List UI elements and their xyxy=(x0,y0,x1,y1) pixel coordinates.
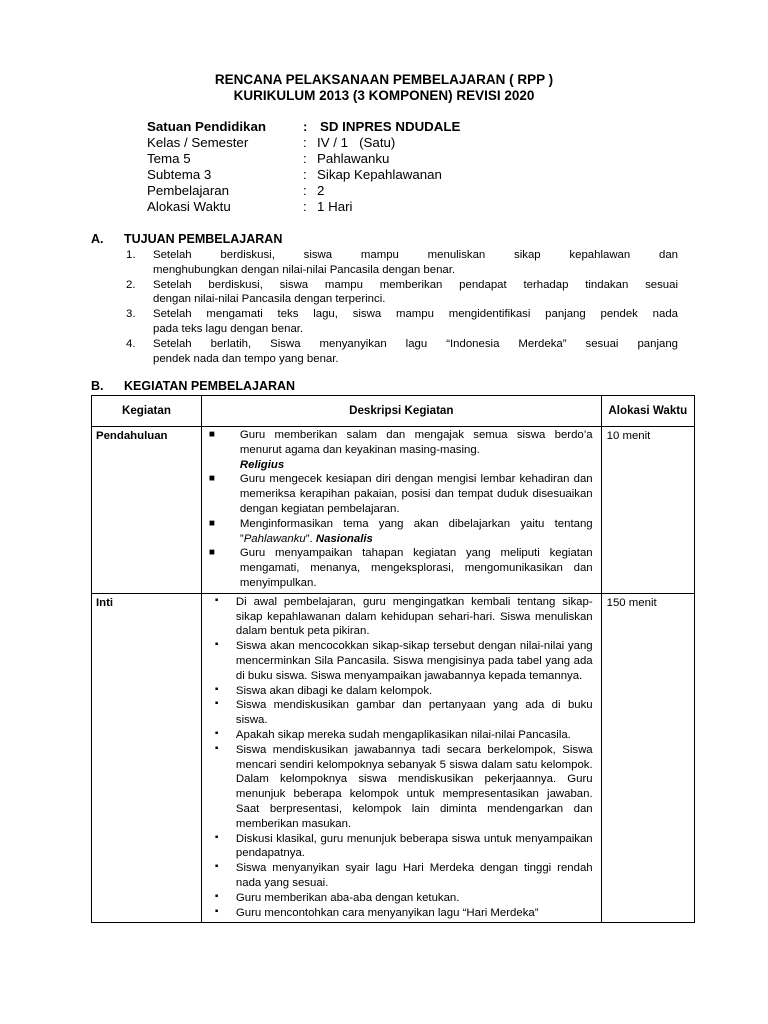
objective-text-rest: dengan nilai-nilai Pancasila dengan terperinci. xyxy=(153,293,386,306)
section-title: KEGIATAN PEMBELAJARAN xyxy=(124,379,296,393)
square-bullet-icon: ■ xyxy=(208,473,215,485)
document-title xyxy=(0,72,768,104)
list-item: ■ Menginformasikan tema yang akan dibelajarkan yaitu tentang ”Pahlawanku”. Nasionalis xyxy=(208,517,593,545)
list-item: ▪ Siswa akan dibagi ke dalam kelompok. xyxy=(214,683,433,697)
list-item: ▪ Diskusi klasikal, guru menunjuk beberapa siswa untuk menyampaikan pendapatnya. xyxy=(214,831,593,860)
objective-number: 2. xyxy=(126,278,136,291)
identity-row xyxy=(147,151,460,167)
small-square-bullet-icon: ▪ xyxy=(214,683,219,695)
list-item: ■ Guru menyampaikan tahapan kegiatan yang meliputi kegiatan mengamati, menanya, mengeksplorasi, mengomunikasikan dan menyimpulkan. xyxy=(208,547,593,589)
objective-text-line: Setelah berdiskusi, siswa mampu memberikan pendapat terhadap tindakan sesuai xyxy=(153,278,678,291)
character-tag: Religius xyxy=(239,458,285,471)
identity-block xyxy=(147,119,460,215)
objective-number: 1. xyxy=(126,249,136,261)
objective-text-line: Setelah mengamati teks lagu, siswa mampu mengidentifikasi panjang pendek nada xyxy=(153,308,678,321)
table-row-pendahuluan xyxy=(92,427,695,594)
objective-item xyxy=(126,278,678,308)
small-square-bullet-icon: ▪ xyxy=(214,727,219,739)
small-square-bullet-icon: ▪ xyxy=(214,594,219,606)
identity-value: SD INPRES NDUDALE xyxy=(320,119,461,134)
identity-value: 1 Hari xyxy=(317,199,353,214)
objective-text-rest: menghubungkan dengan nilai-nilai Pancasila dengan benar. xyxy=(153,263,456,276)
identity-value: IV / 1 (Satu) xyxy=(317,135,396,150)
list-item: ▪ Di awal pembelajaran, guru mengingatkan kembali tentang sikap-sikap kepahlawanan dalam kehidupan sehari-hari. Siswa menuliskan dalam bentuk peta pikiran. xyxy=(214,594,593,638)
list-item: ■ Guru mengecek kesiapan diri dengan mengisi lembar kehadiran dan memeriksa kerapihan pakaian, posisi dan tempat duduk disesuaikan dengan kegiatan pembelajaran. xyxy=(208,473,593,515)
table-row-inti xyxy=(92,593,695,923)
objective-text-line: Setelah berlatih, Siswa menyanyikan lagu “Indonesia Merdeka” sesuai panjang xyxy=(153,337,678,350)
small-square-bullet-icon: ▪ xyxy=(214,698,219,710)
section-letter: B. xyxy=(91,379,104,393)
phase-description xyxy=(201,427,601,594)
identity-colon: : xyxy=(303,199,307,214)
title-line-1: RENCANA PELAKSANAAN PEMBELAJARAN ( RPP ) xyxy=(214,72,554,87)
identity-label: Subtema 3 xyxy=(147,167,212,182)
identity-row xyxy=(147,199,460,215)
small-square-bullet-icon: ▪ xyxy=(214,905,219,917)
identity-colon: : xyxy=(303,167,307,182)
header-alokasi: Alokasi Waktu xyxy=(601,396,694,427)
section-letter: A. xyxy=(91,232,104,246)
list-item: ▪ Siswa mendiskusikan jawabannya tadi secara berkelompok, Siswa mencari sendiri kelompoknya sebanyak 5 siswa dalam satu kelompok. Dalam kelompoknya siswa mendiskusikan pekerjaannya. Guru menunjuk beberapa kelompok untuk mempresentasikan jawaban. Saat berpresentasi, kelompok lain diminta mendengarkan dan memberikan masukan. xyxy=(214,742,593,830)
small-square-bullet-icon: ▪ xyxy=(214,831,219,843)
identity-row xyxy=(147,135,460,151)
phase-description xyxy=(201,593,601,923)
header-deskripsi: Deskripsi Kegiatan xyxy=(201,396,601,427)
list-item: ▪ Guru mencontohkan cara menyanyikan lagu “Hari Merdeka” xyxy=(214,905,539,919)
phase-time: 150 menit xyxy=(601,593,694,923)
list-item: ▪ Siswa mendiskusikan gambar dan pertanyaan yang ada di buku siswa. xyxy=(214,698,593,727)
list-item: ▪ Siswa akan mencocokkan sikap-sikap tersebut dengan nilai-nilai yang mencerminkan Sila Pancasila. Siswa mengisinya pada tabel yang ada di buku siswa. Siswa menyampaikan jawabannya kepada temannya. xyxy=(214,639,593,682)
identity-label: Pembelajaran xyxy=(147,183,230,198)
list-item: ▪ Guru memberikan aba-aba dengan ketukan. xyxy=(214,890,460,904)
objective-item xyxy=(126,307,678,337)
identity-row xyxy=(147,119,460,135)
identity-value: Sikap Kepahlawanan xyxy=(317,167,442,182)
section-title: TUJUAN PEMBELAJARAN xyxy=(124,232,283,246)
learning-activities-table xyxy=(91,395,695,923)
objective-number: 4. xyxy=(126,337,136,350)
objective-number: 3. xyxy=(126,308,136,321)
small-square-bullet-icon: ▪ xyxy=(214,890,219,902)
objective-item xyxy=(126,337,678,367)
objective-text-rest: pendek nada dan tempo yang benar. xyxy=(153,352,339,365)
title-line-2: KURIKULUM 2013 (3 KOMPONEN) REVISI 2020 xyxy=(233,88,535,103)
identity-row xyxy=(147,167,460,183)
phase-time: 10 menit xyxy=(601,427,694,594)
objective-text-rest: pada teks lagu dengan benar. xyxy=(153,322,304,335)
identity-label: Satuan Pendidikan xyxy=(147,119,266,134)
phase-name: Pendahuluan xyxy=(92,427,202,594)
square-bullet-icon: ■ xyxy=(208,517,215,529)
identity-colon: : xyxy=(303,135,307,150)
identity-value: 2 xyxy=(317,183,325,198)
table-header-row xyxy=(92,396,695,427)
learning-objectives-list xyxy=(126,248,678,366)
identity-label: Alokasi Waktu xyxy=(147,199,231,214)
small-square-bullet-icon: ▪ xyxy=(214,742,219,754)
identity-row xyxy=(147,183,460,199)
list-item: ▪ Siswa menyanyikan syair lagu Hari Merdeka dengan tinggi rendah nada yang sesuai. xyxy=(214,861,593,889)
header-kegiatan: Kegiatan xyxy=(92,396,202,427)
list-item: ■ Guru memberikan salam dan mengajak semua siswa berdo’a menurut agama dan keyakinan masing-masing. Religius xyxy=(208,429,593,471)
character-tag: Nasionalis xyxy=(315,532,373,545)
list-item: ▪ Apakah sikap mereka sudah mengaplikasikan nilai-nilai Pancasila. xyxy=(214,727,571,741)
square-bullet-icon: ■ xyxy=(208,429,215,440)
identity-colon: : xyxy=(303,183,307,198)
square-bullet-icon: ■ xyxy=(208,547,215,559)
identity-value: Pahlawanku xyxy=(317,151,390,166)
identity-label: Kelas / Semester xyxy=(147,135,249,150)
identity-colon: : xyxy=(303,151,307,166)
objective-item xyxy=(126,248,678,278)
small-square-bullet-icon: ▪ xyxy=(214,861,219,873)
identity-colon: : xyxy=(303,119,308,134)
objective-text-line: Setelah berdiskusi, siswa mampu menuliskan sikap kepahlawan dan xyxy=(153,249,678,261)
identity-label: Tema 5 xyxy=(147,151,191,166)
small-square-bullet-icon: ▪ xyxy=(214,639,219,651)
phase-name: Inti xyxy=(92,593,202,923)
theme-name: Pahlawanku xyxy=(243,532,306,545)
